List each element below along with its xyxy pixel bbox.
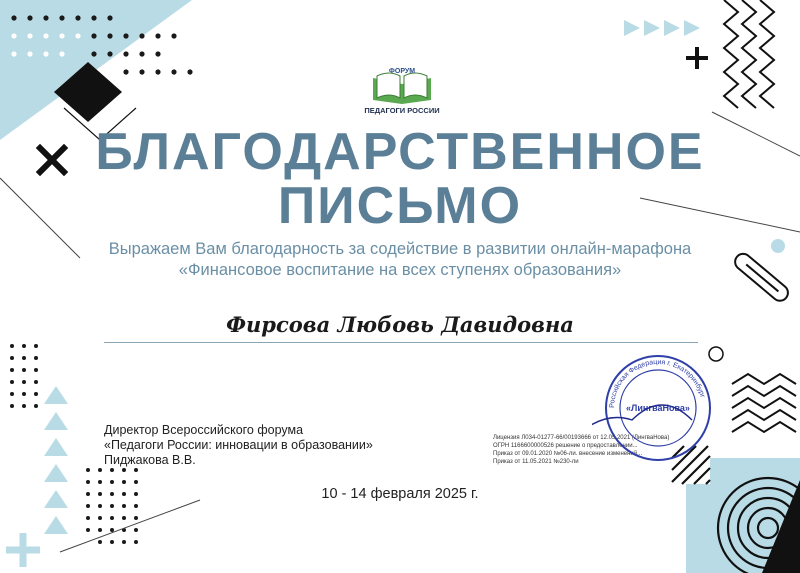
license-line-1: Лицензия Л034-01277-66/00193666 от 12.05.2021 (ЛингваНова) bbox=[493, 435, 670, 441]
plus-mark-top-right bbox=[686, 47, 708, 69]
license-line-3: Приказ от 09.01.2020 №06-ли. внесение изменений... bbox=[493, 451, 643, 457]
title-line-2: ПИСЬМО bbox=[277, 177, 523, 235]
svg-text:Российская Федерация г. Екатер bbox=[609, 359, 706, 408]
stamp-center-text: «ЛингваНова» bbox=[626, 403, 690, 413]
zigzag-lines-top-right bbox=[724, 0, 774, 108]
dot-grid-left-middle bbox=[10, 344, 38, 408]
director-line-1: Директор Всероссийского форума bbox=[104, 423, 304, 437]
recipient-name: Фирсова Любовь Давидовна bbox=[226, 312, 574, 337]
license-line-4: Приказ от 11.05.2021 №230-ли bbox=[493, 459, 579, 465]
official-stamp bbox=[592, 350, 722, 470]
director-line-3: Пиджакова В.В. bbox=[104, 453, 196, 467]
director-signature-block bbox=[104, 423, 373, 468]
plus-mark-bottom-left bbox=[6, 533, 40, 567]
logo-bottom-text: ПЕДАГОГИ РОССИИ bbox=[364, 106, 440, 115]
chevron-lines-right bbox=[732, 374, 796, 432]
subtitle-line-2: «Финансовое воспитание на всех ступенях образования» bbox=[178, 261, 622, 279]
triangle-column-left bbox=[44, 386, 68, 534]
event-date: 10 - 14 февраля 2025 г. bbox=[321, 486, 479, 502]
subtitle-line-1: Выражаем Вам благодарность за содействие в развитии онлайн-марафона bbox=[108, 240, 692, 258]
small-circle-right bbox=[771, 239, 785, 253]
director-line-2: «Педагоги России: инновации в образовании» bbox=[104, 438, 373, 452]
logo-top-text: ФОРУМ bbox=[388, 68, 416, 75]
recipient-underline bbox=[104, 342, 698, 343]
capsule-shape bbox=[732, 251, 791, 304]
title-line-1: БЛАГОДАРСТВЕННОЕ bbox=[95, 123, 705, 181]
triangle-row-top-right bbox=[624, 20, 700, 36]
forum-logo bbox=[360, 64, 444, 116]
subtitle bbox=[80, 239, 720, 281]
license-line-2: ОГРН 1166600000526 решение о предоставлении... bbox=[493, 443, 638, 449]
stamp-ring-text: Российская Федерация г. Екатеринбург bbox=[608, 358, 706, 409]
